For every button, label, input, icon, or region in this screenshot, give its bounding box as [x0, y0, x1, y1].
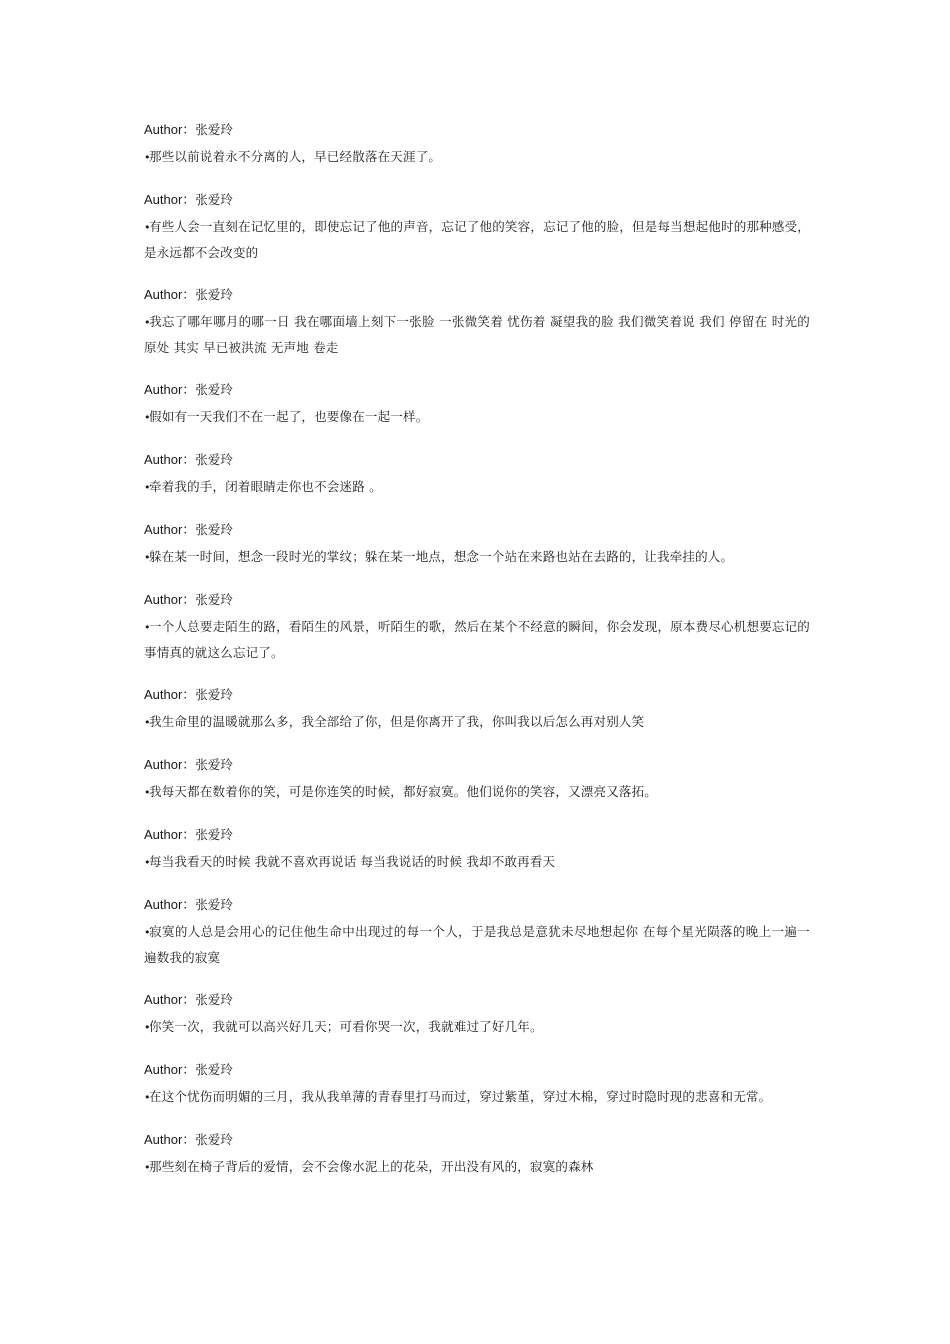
quote-text: 我忘了哪年哪月的哪一日 我在哪面墙上刻下一张脸 一张微笑着 忧伤着 凝望我的脸 我们微笑着说 我们 停留在 时光的 原处 其实 早已被洪流 无声地 卷走 — [144, 314, 810, 355]
quote-text-block — [144, 309, 810, 360]
quote-text-block — [144, 214, 810, 265]
quote-text: 假如有一天我们不在一起了，也要像在一起一样。 — [149, 409, 429, 424]
author-label: Author： — [144, 522, 196, 537]
author-label: Author： — [144, 757, 196, 772]
bullet-icon: • — [144, 786, 151, 799]
quote-entry — [144, 590, 810, 665]
quote-text: 那些刻在椅子背后的爱情，会不会像水泥上的花朵，开出没有风的，寂寞的森林 — [149, 1159, 594, 1174]
quote-entry — [144, 990, 810, 1040]
quote-text: 每当我看天的时候 我就不喜欢再说话 每当我说话的时候 我却不敢再看天 — [149, 854, 556, 869]
bullet-icon: • — [144, 856, 151, 869]
quote-entry — [144, 755, 810, 805]
quote-entry — [144, 685, 810, 735]
author-line — [144, 450, 810, 470]
quote-text: 躲在某一时间，想念一段时光的掌纹；躲在某一地点，想念一个站在来路也站在去路的，让我牵挂的人。 — [149, 549, 734, 564]
bullet-icon: • — [144, 621, 151, 634]
quote-text: 有些人会一直刻在记忆里的，即使忘记了他的声音，忘记了他的笑容，忘记了他的脸，但是每当想起他时的那种感受，是永远都不会改变的 — [144, 219, 810, 260]
quote-text-block — [144, 779, 810, 805]
quote-entry — [144, 520, 810, 570]
author-line — [144, 190, 810, 210]
author-label: Author： — [144, 1062, 196, 1077]
quote-text: 你笑一次，我就可以高兴好几天；可看你哭一次，我就难过了好几年。 — [149, 1019, 543, 1034]
quote-text-block — [144, 709, 810, 735]
author-line — [144, 755, 810, 775]
author-name: 张爱玲 — [195, 992, 233, 1007]
bullet-icon: • — [144, 481, 151, 494]
author-name: 张爱玲 — [195, 382, 233, 397]
author-label: Author： — [144, 1132, 196, 1147]
author-name: 张爱玲 — [195, 192, 233, 207]
author-line — [144, 520, 810, 540]
bullet-icon: • — [144, 926, 151, 939]
author-label: Author： — [144, 192, 196, 207]
bullet-icon: • — [144, 151, 151, 164]
author-line — [144, 1130, 810, 1150]
bullet-icon: • — [144, 1161, 151, 1174]
quote-entry — [144, 1130, 810, 1180]
quote-text-block — [144, 144, 810, 170]
quote-text-block — [144, 919, 810, 970]
author-label: Author： — [144, 992, 196, 1007]
author-line — [144, 685, 810, 705]
author-line — [144, 590, 810, 610]
quote-entry — [144, 895, 810, 970]
quote-text-block — [144, 474, 810, 500]
bullet-icon: • — [144, 411, 151, 424]
quote-text: 在这个忧伤而明媚的三月，我从我单薄的青春里打马而过，穿过紫堇，穿过木棉，穿过时隐时现的悲喜和无常。 — [149, 1089, 772, 1104]
quote-entry — [144, 450, 810, 500]
quote-text-block — [144, 1154, 810, 1180]
bullet-icon: • — [144, 1091, 151, 1104]
author-label: Author： — [144, 382, 196, 397]
quote-text: 寂寞的人总是会用心的记住他生命中出现过的每一个人，于是我总是意犹未尽地想起你 在每个星光陨落的晚上一遍一遍数我的寂寞 — [144, 924, 810, 965]
quote-text-block — [144, 1084, 810, 1110]
author-label: Author： — [144, 122, 196, 137]
quote-text: 那些以前说着永不分离的人，早已经散落在天涯了。 — [149, 149, 442, 164]
bullet-icon: • — [144, 551, 151, 564]
author-name: 张爱玲 — [195, 757, 233, 772]
author-label: Author： — [144, 452, 196, 467]
quote-text-block — [144, 614, 810, 665]
quote-text-block — [144, 1014, 810, 1040]
author-name: 张爱玲 — [195, 122, 233, 137]
author-line — [144, 380, 810, 400]
author-name: 张爱玲 — [195, 897, 233, 912]
bullet-icon: • — [144, 1021, 151, 1034]
quote-entry — [144, 825, 810, 875]
author-name: 张爱玲 — [195, 1132, 233, 1147]
author-name: 张爱玲 — [195, 687, 233, 702]
document-page — [144, 120, 810, 1200]
quote-text: 我生命里的温暖就那么多，我全部给了你，但是你离开了我，你叫我以后怎么再对别人笑 — [149, 714, 645, 729]
quote-entry — [144, 190, 810, 265]
author-name: 张爱玲 — [195, 287, 233, 302]
author-line — [144, 285, 810, 305]
author-line — [144, 120, 810, 140]
quote-text-block — [144, 404, 810, 430]
quote-text-block — [144, 544, 810, 570]
author-label: Author： — [144, 592, 196, 607]
author-name: 张爱玲 — [195, 827, 233, 842]
author-line — [144, 895, 810, 915]
quote-text: 一个人总要走陌生的路，看陌生的风景，听陌生的歌，然后在某个不经意的瞬间，你会发现，原本费尽心机想要忘记的事情真的就这么忘记了。 — [144, 619, 810, 660]
author-label: Author： — [144, 827, 196, 842]
author-label: Author： — [144, 287, 196, 302]
author-name: 张爱玲 — [195, 452, 233, 467]
bullet-icon: • — [144, 316, 151, 329]
author-line — [144, 825, 810, 845]
author-name: 张爱玲 — [195, 592, 233, 607]
quote-entry — [144, 285, 810, 360]
quote-text: 我每天都在数着你的笑，可是你连笑的时候，都好寂寞。他们说你的笑容，又漂亮又落拓。 — [149, 784, 658, 799]
author-line — [144, 990, 810, 1010]
author-name: 张爱玲 — [195, 522, 233, 537]
bullet-icon: • — [144, 221, 151, 234]
author-label: Author： — [144, 687, 196, 702]
quote-entry — [144, 380, 810, 430]
author-line — [144, 1060, 810, 1080]
quote-entry — [144, 120, 810, 170]
author-label: Author： — [144, 897, 196, 912]
quote-text-block — [144, 849, 810, 875]
bullet-icon: • — [144, 716, 151, 729]
quote-text: 牵着我的手，闭着眼睛走你也不会迷路 。 — [149, 479, 382, 494]
quote-entry — [144, 1060, 810, 1110]
author-name: 张爱玲 — [195, 1062, 233, 1077]
